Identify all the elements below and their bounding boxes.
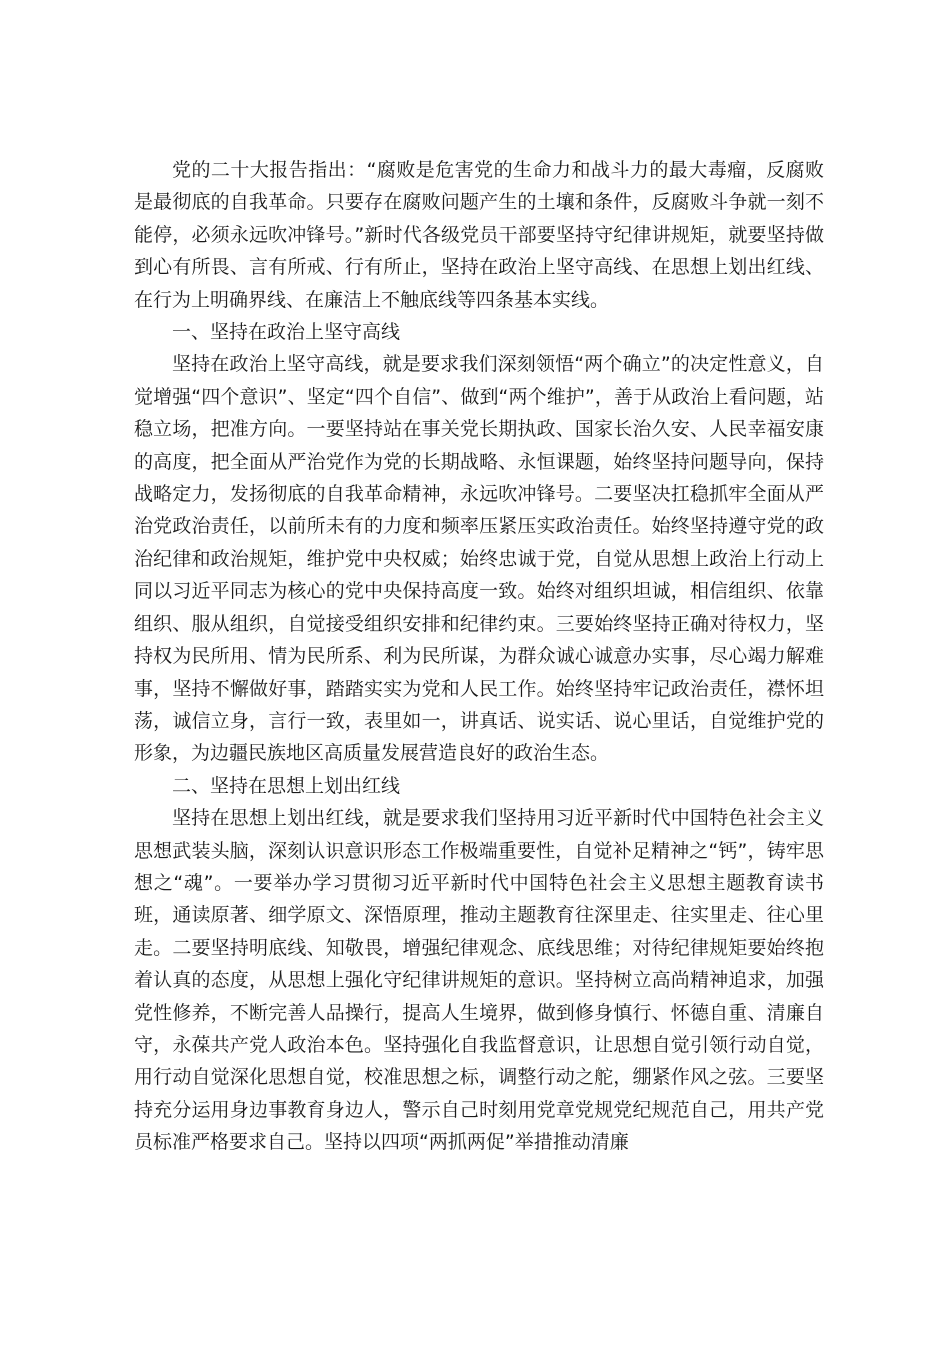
section-heading-2: 二、坚持在思想上划出红线	[172, 774, 401, 797]
document-body	[134, 154, 824, 1159]
section-1-paragraph: 坚持在政治上坚守高线，就是要求我们深刻领悟“两个确立”的决定性意义，自觉增强“四个意识”、坚定“四个自信”、做到“两个维护”，善于从政治上看问题，站稳立场，把准方向。一要坚持站在事关党长期执政、国家长治久安、人民幸福安康的高度，把全面从严治党作为党的长期战略、永恒课题，始终坚持问题导向，保持战略定力，发扬彻底的自我革命精神，永远吹冲锋号。二要坚决扛稳抓牢全面从严治党政治责任，以前所未有的力度和频率压紧压实政治责任。始终坚持遵守党的政治纪律和政治规矩，维护党中央权威；始终忠诚于党，自觉从思想上政治上行动上同以习近平同志为核心的党中央保持高度一致。始终对组织坦诚，相信组织、依靠组织、服从组织，自觉接受组织安排和纪律约束。三要始终坚持正确对待权力，坚持权为民所用、情为民所系、利为民所谋，为群众诚心诚意办实事，尽心竭力解难事，坚持不懈做好事，踏踏实实为党和人民工作。始终坚持牢记政治责任，襟怀坦荡，诚信立身，言行一致，表里如一，讲真话、说实话、说心里话，自觉维护党的形象，为边疆民族地区高质量发展营造良好的政治生态。	[134, 353, 824, 765]
section-2-paragraph: 坚持在思想上划出红线，就是要求我们坚持用习近平新时代中国特色社会主义思想武装头脑，深刻认识意识形态工作极端重要性，自觉补足精神之“钙”，铸牢思想之“魂”。一要举办学习贯彻习近平新时代中国特色社会主义思想主题教育读书班，通读原著、细学原文、深悟原理，推动主题教育往深里走、往实里走、往心里走。二要坚持明底线、知敬畏，增强纪律观念、底线思维；对待纪律规矩要始终抱着认真的态度，从思想上强化守纪律讲规矩的意识。坚持树立高尚精神追求，加强党性修养，不断完善人品操行，提高人生境界，做到修身慎行、怀德自重、清廉自守，永葆共产党人政治本色。坚持强化自我监督意识，让思想自觉引领行动自觉，用行动自觉深化思想自觉，校准思想之标，调整行动之舵，绷紧作风之弦。三要坚持充分运用身边事教育身边人，警示自己时刻用党章党规党纪规范自己，用共产党员标准严格要求自己。坚持以四项“两抓两促”举措推动清廉	[134, 807, 824, 1154]
intro-paragraph: 党的二十大报告指出：“腐败是危害党的生命力和战斗力的最大毒瘤，反腐败是最彻底的自我革命。只要存在腐败问题产生的土壤和条件，反腐败斗争就一刻不能停，必须永远吹冲锋号。”新时代各级党员干部要坚持守纪律讲规矩，就要坚持做到心有所畏、言有所戒、行有所止，坚持在政治上坚守高线、在思想上划出红线、在行为上明确界线、在廉洁上不触底线等四条基本实线。	[134, 159, 824, 311]
section-heading-1: 一、坚持在政治上坚守高线	[172, 321, 401, 344]
